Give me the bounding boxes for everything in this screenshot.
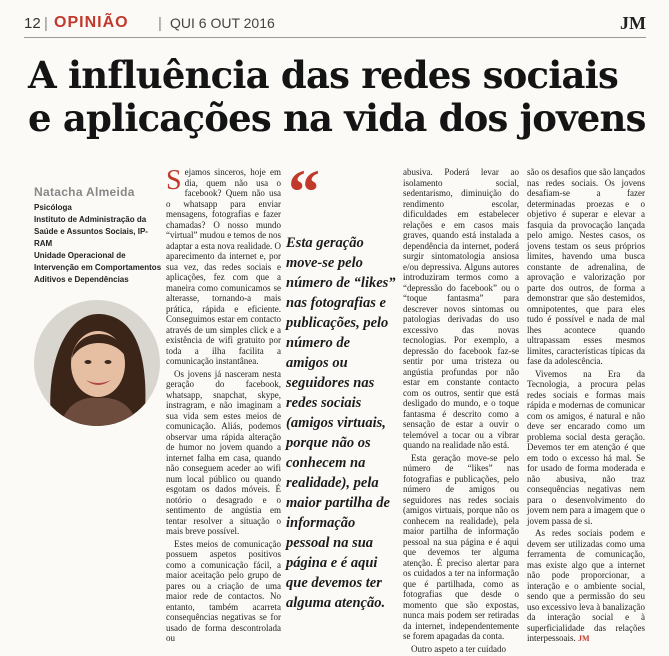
paragraph: Esta geração move-se pelo número de “likes” nas fotografias e publicações, pelo número de amigos ou seguidores nas redes sociais (amigos virtuais, porque não os conhecem na realidade), pela maior partilha de informação pessoal na sua página e é aqui que devemos ter alguma atenção. É preciso alertar para os cuidados a ter na informação que é partilhada, como as fotografias que desde o momento que são expostas, nunca mais podem ser retiradas da internet, independentemente se forem apagadas da conta. [403,452,519,641]
paragraph: Outro aspeto a ter cuidado [411,643,506,654]
title-line-2: e aplicações na vida dos jovens [28,96,646,140]
drop-cap: S [166,165,182,196]
paragraph: abusiva. Poderá levar ao isolamento social, sedentarismo, diminuição do rendimento escolar, dificuldades em estabelecer relações e em casos mais graves, quando está instalada a dependência da internet, poderá surgir sintomatologia ansiosa e/ou depressiva. Alguns autores introduziram termos como a “depressão do facebook” ou o “toque fantasma” para descrever novos sintomas ou patologias derivadas do uso excessivo das novas tecnologias. Por exemplo, a depressão do facebook faz-se sentir por uma tristeza ou angústia profundas por não estar em constante contacto com os outros, sentir que está desligado do mundo, e o toque fantasma é descrito como a sensação de estar a ouvir o telemóvel a tocar ou a vibrar quando na realidade não está. [403,167,519,450]
article-title [28,54,646,140]
header-separator: | [44,15,48,32]
page-number: 12 [24,15,41,32]
end-mark: JM [578,634,590,643]
title-line-1: A influência das redes sociais [28,53,618,97]
section-title: OPINIÃO [54,14,129,31]
paragraph [527,528,645,645]
article-column-4 [527,167,645,647]
author-photo [34,300,160,426]
article-column-1 [166,167,281,646]
author-role [34,202,162,286]
paragraph: Estes meios de comunicação possuem aspetos positivos como a comunicação fácil, a maior aceitação pelo grupo de pares ou a criação de uma maior rede de contactos. No entanto, também acarreta consequências negativas se for usado de forma descontrolada ou [166,538,281,643]
paragraph: Vivemos na Era da Tecnologia, a procura pelas redes sociais e formas mais rápida e modernas de comunicar com os amigos, é natural e não deve ser encarado como um problema social desta geração. Devemos ter em atenção é que em todo o excesso há mal. Se for usado de forma moderada e não abusiva, não traz consequências negativas nem para o desenvolvimento do jovem nem para a imagem que o jovem passa de si. [527,368,645,526]
author-role-line: Psicóloga [34,203,72,212]
publication-date: QUI 6 OUT 2016 [170,15,275,31]
page-header [24,14,646,34]
author-name: Natacha Almeida [34,185,135,199]
paragraph: são os desafios que são lançados nas redes sociais. Os jovens desafiam-se a fazer determinadas proezas e o objetivo é superar e elevar a fasquia da provocação lançada pelo amigo. Nestes casos, os jovens testam os seus próprios limites, havendo uma busca constante de adrenalina, de aprovação e valorização por parte dos outros, de forma a demonstrar que são destemidos, omnipotentes, que para eles tudo é possível e nada de mal lhes acontece quando ultrapassam esses mesmos limites, características típicas da fase da adolescência. [527,167,645,366]
author-box [34,185,162,286]
author-role-line: Instituto de Administração da Saúde e Assuntos Sociais, IP-RAM [34,215,148,248]
paragraph: Os jovens já nasceram nesta geração do facebook, whatsapp, snapchat, skype, instragram, e não imaginam a sua vida sem estes meios de comunicação. Aliás, podemos observar uma rápida alteração de humor no jovem quando a internet falha em casa, quando não conseguem aceder ao wifi num local público ou quando esgotam os dados móveis. É notório o desagrado e o sentimento de angústia em tentar resolver a situação o mais breve possível. [166,368,281,536]
paragraph: ejamos sinceros, hoje em dia, quem não usa o facebook? Quem não usa o whatsapp para enviar mensagens, fotografias e fazer chamadas? O nosso mundo “virtual” mudou e temos de nos adaptar a esta nova realidade. O aparecimento da internet e, por sua vez, das redes sociais e aplicações, fez com que a maneira como comunicamos se alterasse, tornando-a mais prática, rápida e eficiente. Conseguimos estar em contacto através de um simples click e a existência de wifi gratuito por toda a ilha facilita a comunicação instantânea. [166,167,281,366]
article-column-3 [403,167,519,656]
newspaper-logo: JM [620,13,646,33]
quote-mark-icon: “ [288,156,320,227]
header-separator: | [158,15,162,32]
header-rule [24,37,646,38]
paragraph-text: As redes sociais podem e devem ser utilizadas como uma ferramenta de comunicação, mas existe algo que a internet não pode proporcionar, a interação e o ambiente social, sendo que a permissão do seu uso excessivo leva à banalização da interação social e à superficialidade das relações interpessoais. [527,528,645,643]
author-role-line: Unidade Operacional de Intervenção em Comportamentos Aditivos e Dependências [34,251,162,284]
pull-quote: Esta geração move-se pelo número de “likes” nas fotografias e publicações, pelo número de amigos ou seguidores nas redes sociais (amigos virtuais, porque não os conhecem na realidade), pela maior partilha de informação pessoal na sua página e é aqui que devemos ter alguma atenção. [286,235,396,611]
